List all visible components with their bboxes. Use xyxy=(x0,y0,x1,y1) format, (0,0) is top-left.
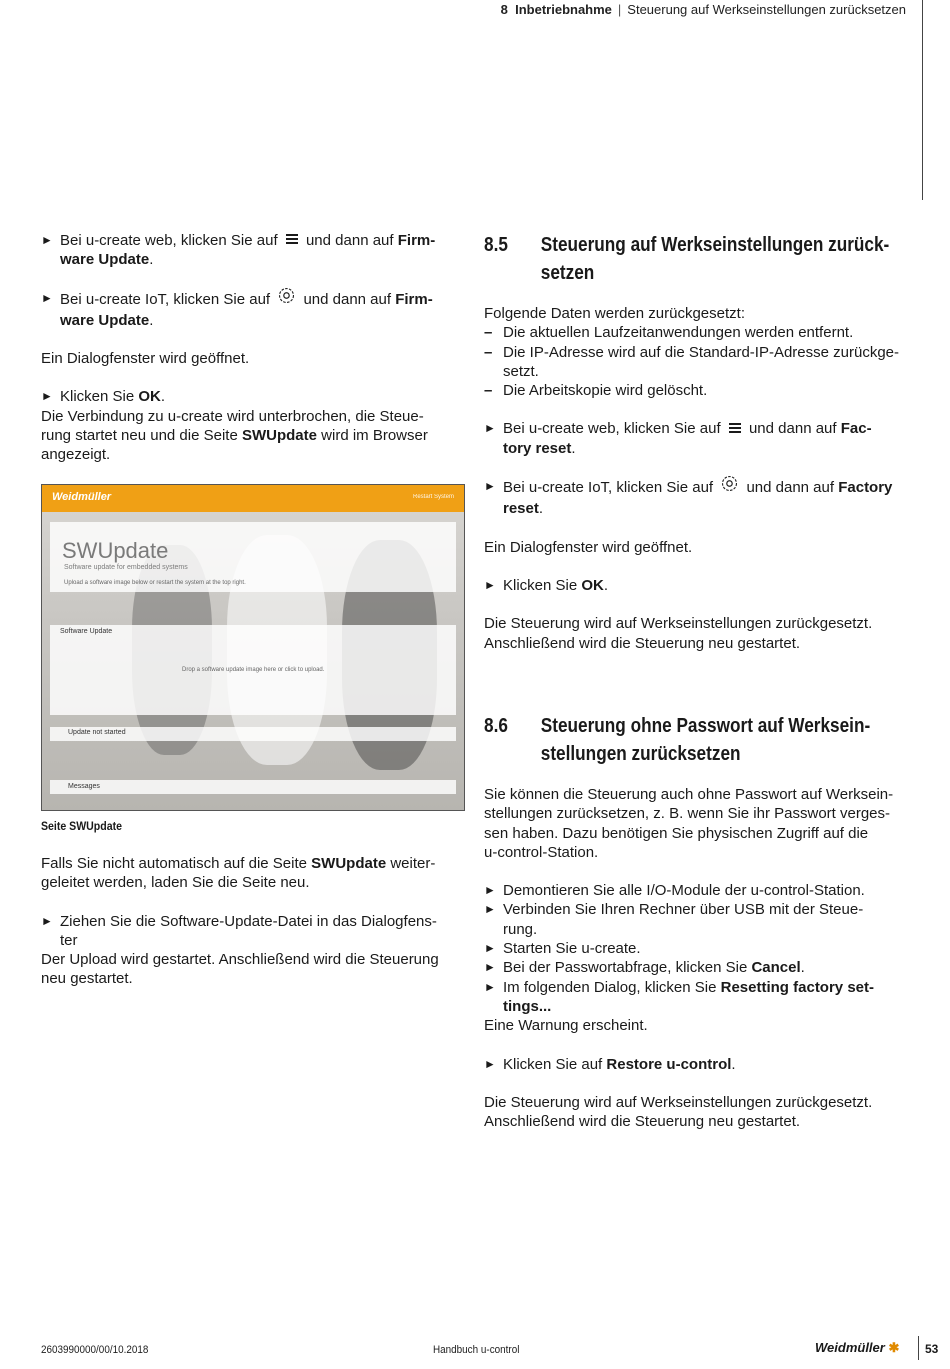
swupdate-screenshot xyxy=(41,484,465,811)
step-click-cancel: ► Bei der Passwortabfrage, klicken Sie Cancel. xyxy=(484,958,914,977)
drop-zone-text[interactable]: Drop a software update image here or click to upload. xyxy=(182,667,325,673)
step-text: Klicken Sie xyxy=(503,576,578,594)
chapter-number: 8 xyxy=(500,2,508,17)
section-heading-text: Steuerung ohne Passwort auf Werksein- xyxy=(540,715,871,737)
section-number: 8.5 xyxy=(484,234,508,256)
brand-text: Weidmüller xyxy=(815,1340,885,1355)
step-bold: tory reset xyxy=(503,439,572,457)
reset-data-intro: Folgende Daten werden zurückgesetzt: xyxy=(484,305,745,322)
step-text: und dann auf xyxy=(303,290,392,308)
app-hint: Upload a software image below or restart the system at the top right. xyxy=(64,580,246,586)
brand-mark-icon: ✱ xyxy=(888,1340,900,1355)
messages-panel[interactable] xyxy=(50,780,456,794)
page-number: 53 xyxy=(925,1342,939,1356)
text-line: neu gestartet. xyxy=(41,970,133,988)
text-line: Anschließend wird die Steuerung neu gestartet. xyxy=(484,1113,801,1131)
text-line: weiter- xyxy=(390,855,436,872)
step-click-ok: ► Klicken Sie OK. xyxy=(41,387,466,406)
menu-icon xyxy=(286,234,298,244)
section-8-5-heading xyxy=(484,231,905,287)
reset-item: – Die Arbeitskopie wird gelöscht. xyxy=(484,381,914,400)
step-connect-usb xyxy=(484,900,914,939)
text-line: rung startet neu und die Seite xyxy=(41,427,238,445)
section-8-6-heading xyxy=(484,712,905,768)
text-line: Sie können die Steuerung auch ohne Passwort auf Werksein- xyxy=(484,786,894,803)
step-restore-ucontrol: ► Klicken Sie auf Restore u-control. xyxy=(484,1055,914,1074)
step-bold: Firm- xyxy=(397,232,436,249)
text-line: u-control-Station. xyxy=(484,843,599,861)
step-text: Klicken Sie auf xyxy=(503,1055,603,1073)
upload-started-text xyxy=(41,950,466,989)
update-status: Update not started xyxy=(68,729,126,736)
step-iot-firmware: ► Bei u-create IoT, klicken Sie auf und dann auf Firm- ware Update. xyxy=(41,289,466,331)
step-drag-file xyxy=(41,912,466,951)
warning-appears-text: Eine Warnung erscheint. xyxy=(484,1017,648,1035)
section-heading-text: stellungen zurücksetzen xyxy=(540,743,741,765)
text-line: Der Upload wird gestartet. Anschließend wird die Steuerung xyxy=(41,951,439,969)
text-line: angezeigt. xyxy=(41,446,111,464)
step-text: Bei u-create IoT, klicken Sie auf xyxy=(503,479,714,497)
restart-system-button[interactable]: Restart System xyxy=(412,494,454,500)
section-number: 8.6 xyxy=(484,715,508,737)
dialog-opens-text: Ein Dialogfenster wird geöffnet. xyxy=(41,350,250,368)
running-header xyxy=(501,2,906,17)
footer-brand-logo xyxy=(815,1340,899,1356)
step-text: Bei u-create web, klicken Sie auf xyxy=(503,420,721,438)
gear-icon xyxy=(278,287,295,309)
section-heading-text: setzen xyxy=(540,262,595,284)
messages-label[interactable]: Messages xyxy=(68,783,100,790)
doc-number: 2603990000/00/10.2018 xyxy=(41,1344,149,1356)
step-bold: ware Update xyxy=(60,311,150,329)
app-subtitle: Software update for embedded systems xyxy=(64,564,188,571)
text-line: setzt. xyxy=(503,362,539,380)
no-password-intro xyxy=(484,785,914,862)
step-text: und dann auf xyxy=(748,420,837,438)
step-bold: Cancel xyxy=(751,959,801,977)
reset-item xyxy=(484,343,914,382)
step-click-ok: ► Klicken Sie OK. xyxy=(484,576,914,595)
step-bold: tings... xyxy=(503,997,552,1015)
step-text: und dann auf xyxy=(746,479,835,497)
step-text: Im folgenden Dialog, klicken Sie xyxy=(503,978,717,996)
right-column xyxy=(484,231,914,653)
step-bold: Fac- xyxy=(840,420,872,438)
app-title: SWUpdate xyxy=(62,538,169,563)
step-iot-factory-reset: ► Bei u-create IoT, klicken Sie auf und dann auf Factory reset. xyxy=(484,477,914,519)
step-text: Ziehen Sie die Software-Update-Datei in das Dialogfens- xyxy=(60,912,437,930)
step-text: und dann auf xyxy=(305,232,394,249)
brand-logo: Weidmüller xyxy=(52,491,112,503)
chapter-title: Inbetriebnahme xyxy=(515,2,612,17)
step-bold: OK xyxy=(581,576,604,594)
dialog-opens-text: Ein Dialogfenster wird geöffnet. xyxy=(484,538,693,556)
reset-result-text xyxy=(484,1093,914,1132)
text-line: Die Verbindung zu u-create wird unterbrochen, die Steue- xyxy=(41,407,424,425)
step-bold: OK xyxy=(138,388,161,406)
text-bold: SWUpdate xyxy=(311,855,387,872)
footer-rule xyxy=(918,1336,919,1360)
step-text: Bei u-create web, klicken Sie auf xyxy=(60,232,278,249)
step-text: rung. xyxy=(503,920,538,938)
text-bold: SWUpdate xyxy=(241,427,317,445)
connection-interrupted-text xyxy=(41,407,466,465)
step-text: Verbinden Sie Ihren Rechner über USB mit der Steue- xyxy=(503,901,864,919)
text-line: Die Steuerung wird auf Werkseinstellungen zurückgesetzt. xyxy=(484,1093,873,1111)
step-text: Bei u-create IoT, klicken Sie auf xyxy=(60,290,271,308)
step-bold: Restore u-control xyxy=(606,1055,732,1073)
text-line: wird im Browser xyxy=(321,427,428,445)
step-text: Klicken Sie xyxy=(60,388,135,406)
step-start-ucreate: ► Starten Sie u-create. xyxy=(484,939,914,958)
text-line: geleitet werden, laden Sie die Seite neu. xyxy=(41,874,310,892)
step-bold: Factory xyxy=(838,479,893,497)
left-column xyxy=(41,231,466,465)
section-heading-text: Steuerung auf Werkseinstellungen zurück- xyxy=(540,234,890,256)
text-line: Die IP-Adresse wird auf die Standard-IP-Adresse zurückge- xyxy=(503,343,900,361)
step-web-factory-reset: ► Bei u-create web, klicken Sie auf und dann auf Fac- tory reset. xyxy=(484,419,914,458)
figure-caption: Seite SWUpdate xyxy=(41,819,122,833)
header-separator: | xyxy=(617,2,622,17)
header-rule xyxy=(922,0,923,200)
step-remove-modules: ► Demontieren Sie alle I/O-Module der u-control-Station. xyxy=(484,881,914,900)
menu-icon xyxy=(729,423,741,433)
step-text: Bei der Passwortabfrage, klicken Sie xyxy=(503,959,748,977)
step-reset-settings xyxy=(484,978,914,1017)
text-line: Falls Sie nicht automatisch auf die Seite xyxy=(41,855,307,872)
text-line: Die Steuerung wird auf Werkseinstellungen zurückgesetzt. xyxy=(484,615,873,633)
left-column-lower xyxy=(41,854,466,989)
step-web-firmware: ► Bei u-create web, klicken Sie auf und dann auf Firm- ware Update. xyxy=(41,231,466,270)
right-column-8-6 xyxy=(484,712,914,1131)
step-bold: Firm- xyxy=(395,290,433,308)
text-line: stellungen zurücksetzen, z. B. wenn Sie ihr Passwort verges- xyxy=(484,805,891,823)
step-bold: ware Update xyxy=(60,251,150,269)
text-line: Anschließend wird die Steuerung neu gestartet. xyxy=(484,634,801,652)
reset-item: – Die aktuellen Laufzeitanwendungen werden entfernt. xyxy=(484,323,914,342)
step-bold: Resetting factory set- xyxy=(720,978,874,996)
reload-instruction xyxy=(41,854,466,893)
step-text: ter xyxy=(60,931,78,949)
step-bold: reset xyxy=(503,500,539,518)
reset-result-text xyxy=(484,614,914,653)
software-update-label: Software Update xyxy=(60,628,113,635)
gear-icon xyxy=(721,475,738,497)
section-title: Steuerung auf Werkseinstellungen zurücksetzen xyxy=(627,2,906,17)
manual-title: Handbuch u-control xyxy=(433,1344,520,1356)
text-line: sen haben. Dazu benötigen Sie physischen Zugriff auf die xyxy=(484,824,869,842)
